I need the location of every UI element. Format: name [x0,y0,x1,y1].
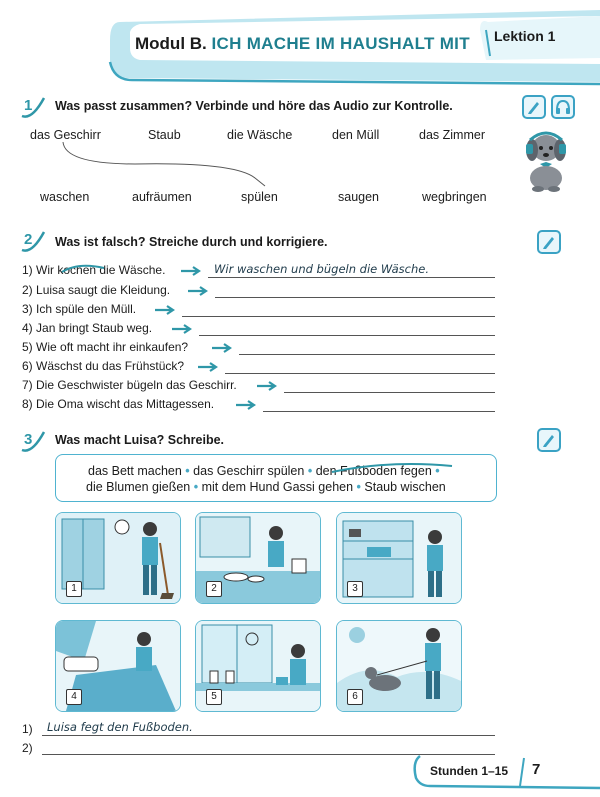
arrow-icon [236,400,258,410]
answer-line[interactable] [239,340,495,355]
connection-line[interactable] [55,140,305,190]
phrase-row-2: die Blumen gießen • mit dem Hund Gassi gehen • Staub wischen [86,480,446,494]
noun-item: den Müll [332,128,380,142]
item-text: Luisa saugt die Kleidung. [36,283,171,297]
arrow-icon [188,286,210,296]
picture-4-bed [55,620,181,712]
exercise2-instruction: Was ist falsch? Streiche durch und korrigiere. [55,235,328,249]
phrase-item: das Bett machen [88,464,182,478]
noun-item: das Zimmer [419,128,485,142]
exercise3-instruction: Was macht Luisa? Schreibe. [55,433,225,447]
item-text: Die Oma wischt das Mittagessen. [36,397,215,411]
title-text: ICH MACHE IM HAUSHALT MIT [211,34,470,53]
answer-line[interactable] [182,302,495,317]
answer-line[interactable] [225,359,495,374]
exercise2-item [22,283,170,297]
phrase-item: die Blumen gießen [86,480,191,494]
answer-line[interactable] [199,321,495,336]
item-number: 2) [22,283,33,297]
picture-2-dishes [195,512,321,604]
pencil-icon [522,95,546,119]
exercise1-number: 1 [24,97,33,114]
headphones-icon [551,95,575,119]
phrase-item: mit dem Hund Gassi gehen [201,480,354,494]
item-text: Ich spüle den Müll. [36,302,137,316]
picture-number: 3 [347,581,363,597]
exercise2-item [22,359,184,373]
exercise2-item [22,302,136,316]
exercise2-number: 2 [24,231,33,248]
arrow-icon [257,381,279,391]
picture-number: 1 [66,581,82,597]
lektion-label: Lektion 1 [494,28,556,44]
phrase-item: das Geschirr spülen [193,464,305,478]
handwritten-answer: Luisa fegt den Fußboden. [47,720,193,734]
strikethrough-mark [330,458,455,478]
item-number: 1) [22,263,33,277]
picture-number: 2 [206,581,222,597]
page-number: 7 [532,761,541,778]
handwritten-answer: Wir waschen und bügeln die Wäsche. [214,262,430,276]
picture-3-dusting [336,512,462,604]
arrow-icon [181,266,203,276]
dog-mascot-illustration [516,126,578,194]
picture-5-watering-plants [195,620,321,712]
item-number: 5) [22,340,33,354]
picture-1-sweeping [55,512,181,604]
item-text-after: die Wäsche. [96,263,166,277]
phrase-item: den Fußboden fegen [315,464,432,478]
item-text: Jan bringt Staub weg. [36,321,153,335]
noun-item: Staub [148,128,181,142]
answer-line[interactable] [263,397,495,412]
verb-item: spülen [241,190,278,204]
picture-number: 4 [66,689,82,705]
item-number: 6) [22,359,33,373]
verb-item: waschen [40,190,90,204]
picture-6-walking-dog [336,620,462,712]
answer-number: 2) [22,741,33,755]
item-number: 4) [22,321,33,335]
item-text: Wäschst du das Frühstück? [36,359,185,373]
modul-label: Modul B. [135,34,207,53]
exercise2-item [22,321,152,335]
arrow-icon [172,324,194,334]
item-number: 7) [22,378,33,392]
struck-word: kochen [57,263,97,277]
phrase-item: Staub wischen [364,480,446,494]
item-text: Wie oft macht ihr einkaufen? [36,340,189,354]
answer-line[interactable] [284,378,495,393]
item-number: 8) [22,397,33,411]
arrow-icon [212,343,234,353]
verb-item: wegbringen [422,190,487,204]
item-number: 3) [22,302,33,316]
verb-item: aufräumen [132,190,192,204]
verb-item: saugen [338,190,380,204]
answer-number: 1) [22,722,33,736]
item-text: Die Geschwister bügeln das Geschirr. [36,378,237,392]
exercise2-item [22,397,214,411]
exercise3-number: 3 [24,431,33,448]
noun-item: die Wäsche [227,128,293,142]
footer-stunden: Stunden 1–15 [430,764,509,778]
exercise2-item [22,340,188,354]
picture-number: 5 [206,689,222,705]
answer-line[interactable] [215,283,495,298]
arrow-icon [155,305,177,315]
pencil-icon [537,230,561,254]
item-text-before: Wir [36,263,58,277]
picture-number: 6 [347,689,363,705]
arrow-icon [198,362,220,372]
phrase-row-1: das Bett machen • das Geschirr spülen • den Fußboden fegen • [88,464,440,478]
exercise1-instruction: Was passt zusammen? Verbinde und höre das Audio zur Kontrolle. [55,99,453,113]
pencil-icon [537,428,561,452]
strikethrough-mark [58,260,108,276]
page-title [135,34,470,54]
exercise2-item [22,378,237,392]
noun-item: das Geschirr [30,128,101,142]
